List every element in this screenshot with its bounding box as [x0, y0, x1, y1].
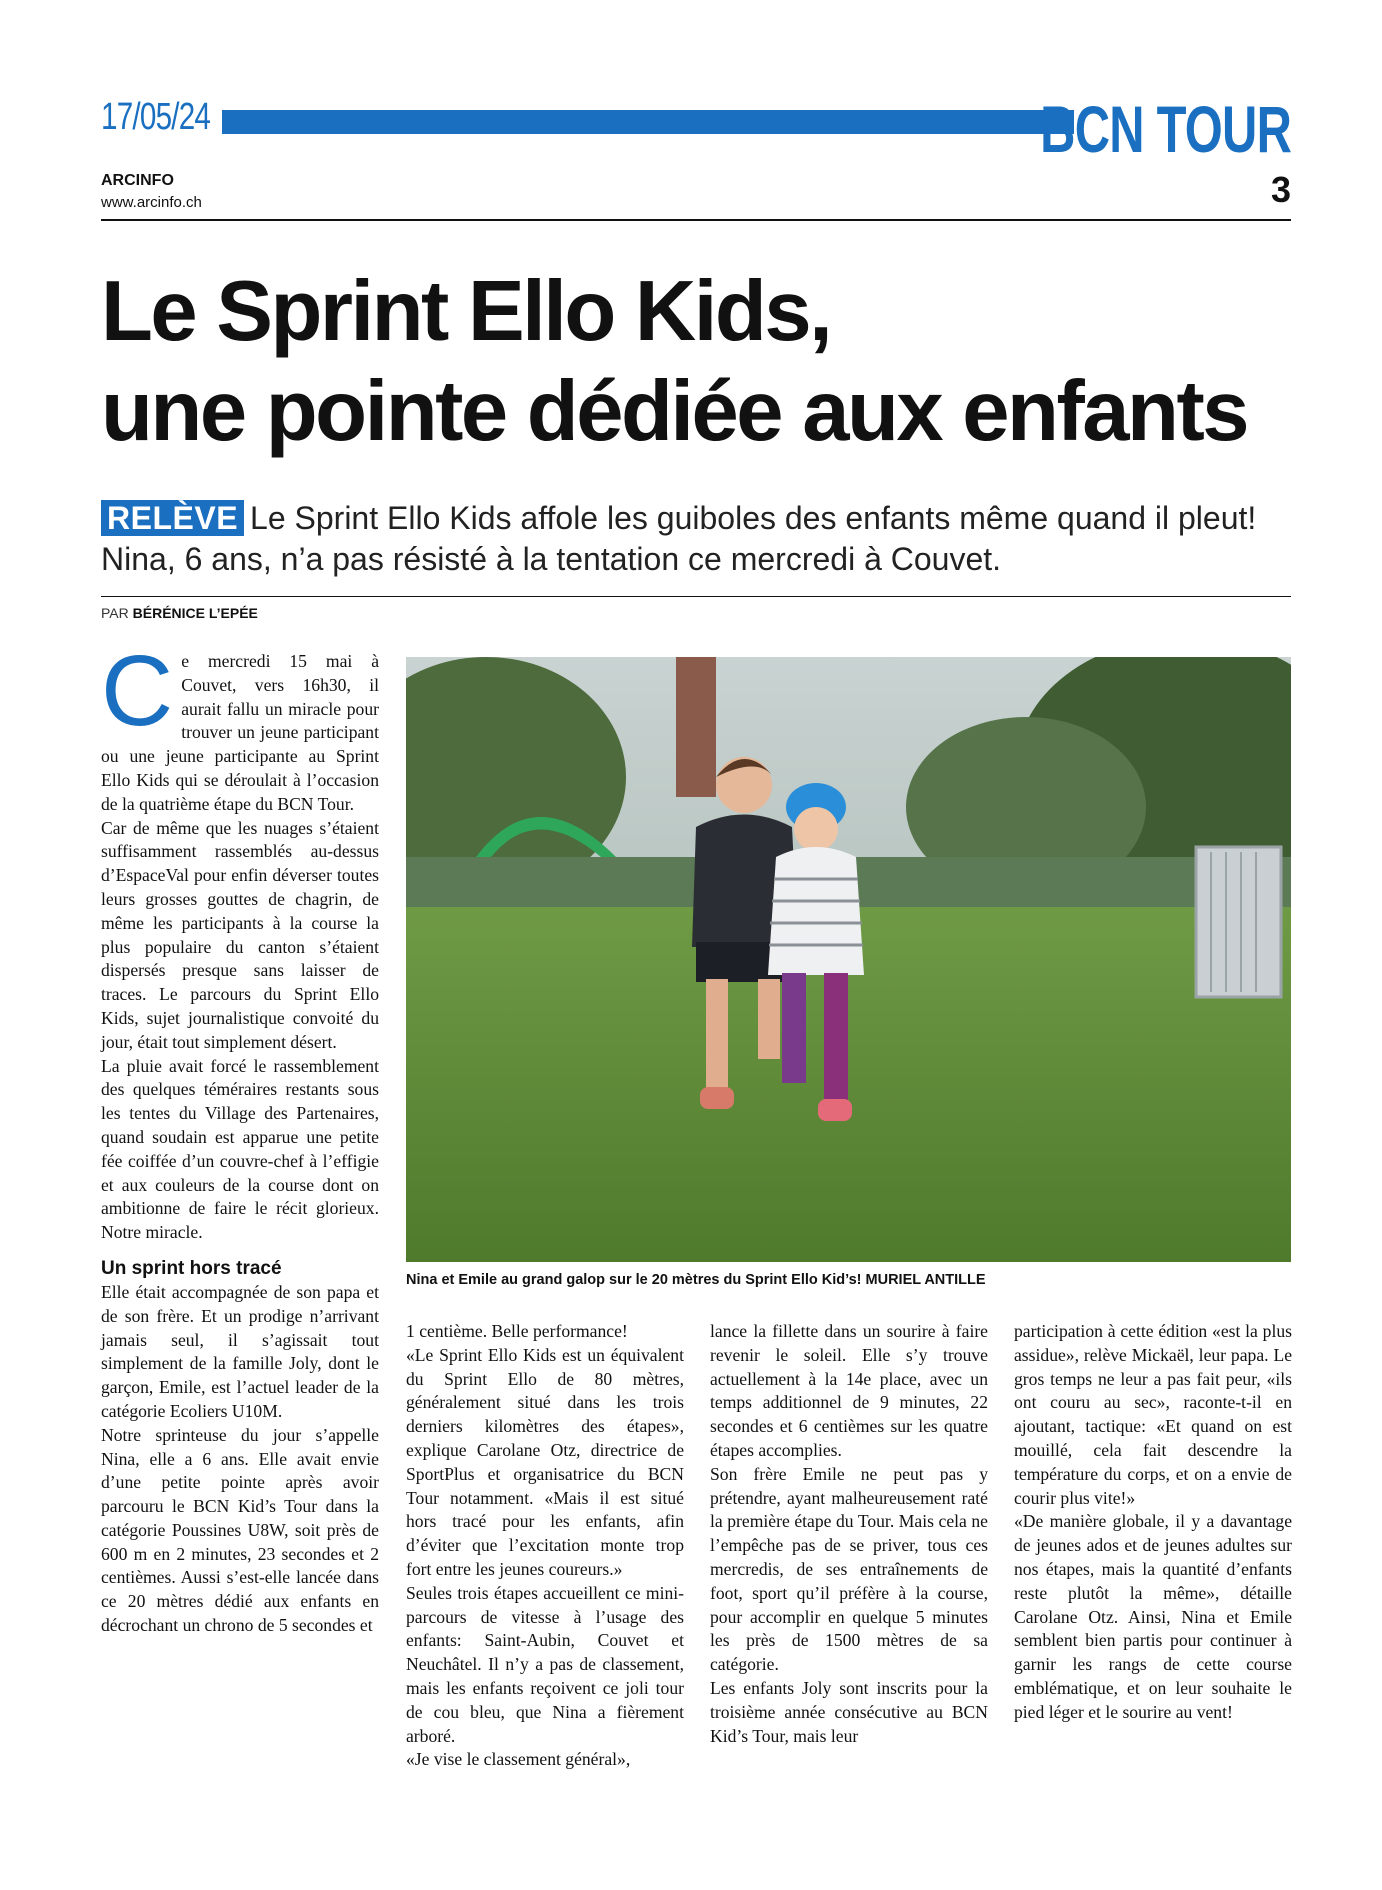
subheading: Un sprint hors tracé: [101, 1257, 282, 1279]
paragraph: Son frère Emile ne peut pas y prétendre, ayant malheureusement raté la première étape du Tour. Mais cela ne l’empêche pas de se priver, tous ces mercredis, de ses entraînements de foot, sport qu’il préfère à la course, pour accomplir en quelque 5 minutes les près de 1500 mètres de sa catégorie.: [710, 1463, 988, 1675]
byline: [101, 605, 258, 621]
page-number: 3: [1270, 169, 1291, 210]
section-title: BCN TOUR: [1040, 92, 1291, 166]
kicker-badge: RELÈVE: [101, 500, 244, 536]
article-lead: [101, 498, 1301, 580]
text-column-4: [1014, 1320, 1292, 1725]
paragraph: e mercredi 15 mai à Couvet, vers 16h30, il aurait fallu un miracle pour trouver un jeune participant ou une jeune participante au Sprint Ello Kids qui se déroulait à l’occasion de la quatrième étape du BCN Tour.: [101, 651, 379, 814]
paragraph: Les enfants Joly sont inscrits pour la troisième année consécutive au BCN Kid’s Tour, mais leur: [710, 1677, 988, 1746]
header-divider: [101, 219, 1291, 221]
photo-caption: Nina et Emile au grand galop sur le 20 mètres du Sprint Ello Kid’s! MURIEL ANTILLE: [406, 1272, 986, 1288]
paragraph: La pluie avait forcé le rassemblement des quelques téméraires restants sous les tentes du Village des Partenaires, quand soudain est apparue une petite fée coiffée d’un couvre-chef à l’effigie et aux couleurs de la course dont on ambitionne de faire le récit glorieux. Notre miracle.: [101, 1055, 379, 1243]
text-column-3: [710, 1320, 988, 1748]
lead-text: Le Sprint Ello Kids affole les guiboles des enfants même quand il pleut! Nina, 6 ans, n’a pas résisté à la tentation ce mercredi à Couvet.: [101, 500, 1257, 577]
paragraph: «Je vise le classement général»,: [406, 1749, 631, 1770]
photo-illustration: [406, 657, 1291, 1262]
article-headline: [101, 262, 1301, 462]
issue-date: 17/05/24: [101, 96, 211, 138]
paragraph: «Le Sprint Ello Kids est un équivalent du Sprint Ello de 80 mètres, généralement situé dans les trois derniers kilomètres des étapes», explique Carolane Otz, directrice de SportPlus et organisatrice du BCN Tour notamment. «Mais il est situé hors tracé pour les enfants, afin d’éviter que l’excitation monte trop fort entre les jeunes coureurs.»: [406, 1344, 684, 1579]
paragraph: 1 centième. Belle performance!: [406, 1321, 628, 1341]
headline-line-1: Le Sprint Ello Kids,: [101, 264, 831, 359]
lead-divider: [101, 596, 1291, 597]
paragraph: Elle était accompagnée de son papa et de son frère. Et un prodige n’arrivant jamais seul, il s’agissait tout simplement de la famille Joly, dont le garçon, Emile, est l’actuel leader de la catégorie Ecoliers U10M.: [101, 1281, 379, 1421]
drop-cap: C: [101, 635, 174, 747]
publication-name: ARCINFO: [101, 172, 174, 189]
paragraph: participation à cette édition «est la plus assidue», relève Mickaël, leur papa. Le gros temps ne leur a pas fait peur, «ils ont couru au sec», raconte-t-il en ajoutant, tactique: «Et quand on est mouillé, cela fait descendre la température du corps, et on a envie de courir plus vite!»: [1014, 1321, 1292, 1508]
paragraph: Seules trois étapes accueillent ce mini-parcours de vitesse à l’usage des enfants: Saint-Aubin, Couvet et Neuchâtel. Il n’y a pas de classement, mais les enfants reçoivent ce joli tour de cou bleu, que Nina a fièrement arboré.: [406, 1582, 684, 1746]
paragraph: «De manière globale, il y a davantage de jeunes ados et de jeunes adultes sur nos étapes, mais la quantité d’enfants reste plutôt la même», détaille Carolane Otz. Ainsi, Nina et Emile semblent bien partis pour continuer à garnir les rangs de cette course emblématique, et on leur souhaite le pied léger et le sourire au vent!: [1014, 1511, 1292, 1722]
paragraph: Car de même que les nuages s’étaient suffisamment rassemblés au-dessus d’EspaceVal pour enfin déverser toutes leurs grosses gouttes de chagrin, de même les participants à la course la plus populaire du canton s’étaient dispersés presque sans laisser de traces. Le parcours du Sprint Ello Kids, sujet journalistique convoité du jour, était tout simplement désert.: [101, 817, 379, 1052]
byline-author: BÉRÉNICE L’EPÉE: [132, 605, 258, 621]
publication-url: www.arcinfo.ch: [101, 194, 202, 211]
text-column-2: [406, 1320, 684, 1772]
header-accent-bar: [222, 110, 1074, 134]
headline-line-2: une pointe dédiée aux enfants: [101, 364, 1248, 459]
paragraph: lance la fillette dans un sourire à faire revenir le soleil. Elle s’y trouve actuellement à la 14e place, avec un temps additionnel de 9 minutes, 22 secondes et 6 centièmes sur les quatre étapes accomplies.: [710, 1321, 988, 1460]
text-column-1: [101, 635, 379, 1638]
article-photo: [406, 657, 1291, 1262]
paragraph: Notre sprinteuse du jour s’appelle Nina, elle a 6 ans. Elle avait envie d’une petite pointe après avoir parcouru le BCN Kid’s Tour dans la catégorie Poussines U8W, soit près de 600 m en 2 minutes, 23 secondes et 2 centièmes. Aussi s’est-elle lancée dans ce 20 mètres dédié aux enfants en décrochant un chrono de 5 secondes et: [101, 1424, 379, 1636]
byline-prefix: PAR: [101, 605, 129, 621]
